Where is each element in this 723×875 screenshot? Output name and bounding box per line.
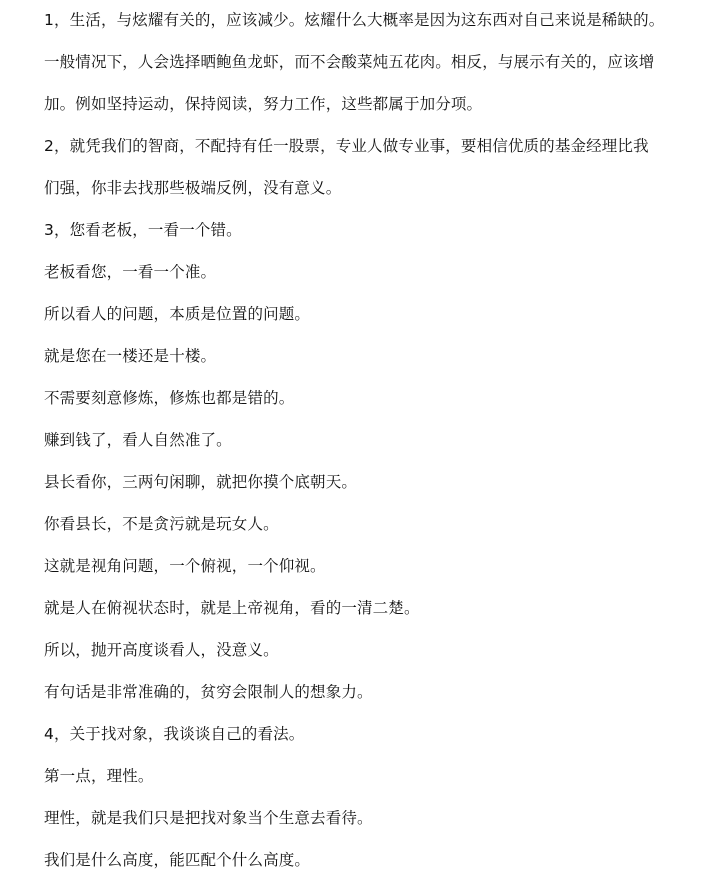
text-line: 所以看人的问题，本质是位置的问题。	[44, 305, 311, 323]
text-line: 们强，你非去找那些极端反例，没有意义。	[44, 179, 342, 197]
text-line: 4，关于找对象，我谈谈自己的看法。	[44, 725, 305, 743]
text-line: 所以，抛开高度谈看人，没意义。	[44, 641, 279, 659]
text-line: 加。例如坚持运动，保持阅读，努力工作，这些都属于加分项。	[44, 95, 483, 113]
text-line: 就是您在一楼还是十楼。	[44, 347, 217, 365]
text-line: 理性，就是我们只是把找对象当个生意去看待。	[44, 809, 373, 827]
text-line: 第一点，理性。	[44, 767, 154, 785]
text-line: 这就是视角问题，一个俯视，一个仰视。	[44, 557, 326, 575]
text-line: 一般情况下，人会选择晒鲍鱼龙虾，而不会酸菜炖五花肉。相反，与展示有关的，应该增	[44, 53, 655, 71]
text-line: 不需要刻意修炼，修炼也都是错的。	[44, 389, 295, 407]
text-line: 你看县长，不是贪污就是玩女人。	[44, 515, 279, 533]
text-line: 赚到钱了，看人自然准了。	[44, 431, 232, 449]
text-line: 就是人在俯视状态时，就是上帝视角，看的一清二楚。	[44, 599, 420, 617]
text-line: 我们是什么高度，能匹配个什么高度。	[44, 851, 311, 869]
text-line: 2，就凭我们的智商，不配持有任一股票，专业人做专业事，要相信优质的基金经理比我	[44, 137, 649, 155]
text-line: 3，您看老板，一看一个错。	[44, 221, 242, 239]
text-line: 有句话是非常准确的，贫穷会限制人的想象力。	[44, 683, 373, 701]
text-line: 县长看你，三两句闲聊，就把你摸个底朝天。	[44, 473, 358, 491]
text-line: 1，生活，与炫耀有关的，应该减少。炫耀什么大概率是因为这东西对自己来说是稀缺的。	[44, 11, 665, 29]
text-line: 老板看您，一看一个准。	[44, 263, 217, 281]
